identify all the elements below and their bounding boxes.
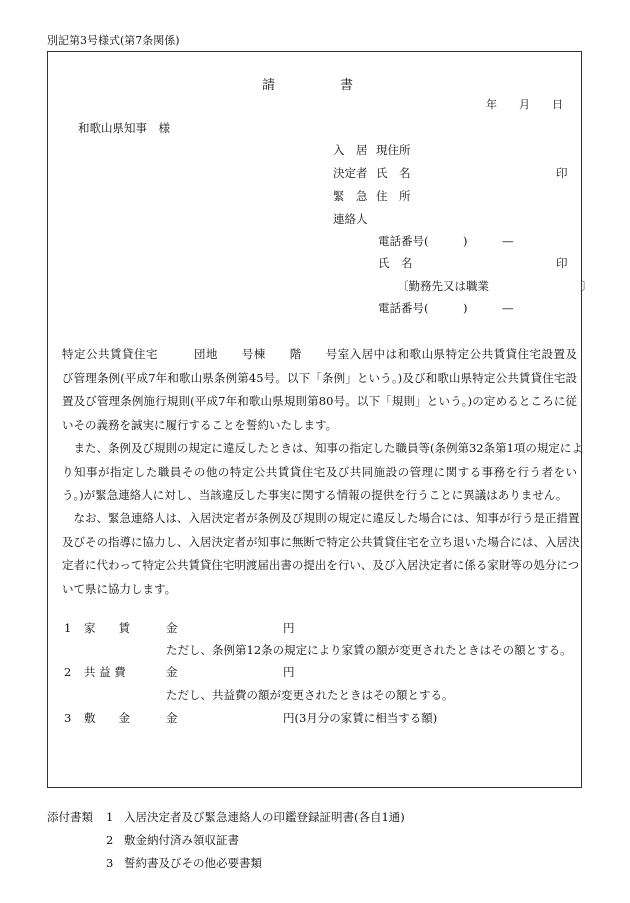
attachment-number: 2 — [106, 833, 114, 847]
emergency-label-2: 連絡人 — [333, 212, 368, 226]
attachments-label: 添付書類 — [47, 810, 93, 824]
item-label-rent: 家 賃 — [84, 621, 130, 635]
pledge-line: いて県に協力します。 — [62, 581, 177, 596]
pledge-line: び管理条例(平成7年和歌山県条例第45号。以下「条例」という。)及び和歌山県特定公共賃貸住宅設 — [62, 370, 577, 385]
pledge-paragraph-2 — [62, 437, 583, 508]
resident-label-2: 決定者 — [333, 166, 368, 180]
seal-mark-1: 印 — [556, 166, 568, 180]
current-address-label: 現住所 — [376, 143, 411, 157]
item-kin: 金 — [166, 621, 178, 635]
item-yen: 円(3月分の家賃に相当する額) — [283, 711, 438, 725]
address-label-2: 住 所 — [376, 189, 411, 203]
pledge-line: また、条例及び規則の規定に違反したときは、知事の指定した職員等(条例第32条第1項の規定によ — [62, 441, 583, 455]
item-number: 1 — [64, 621, 72, 635]
addressee: 和歌山県知事 様 — [78, 121, 170, 135]
attachment-number: 1 — [106, 810, 114, 824]
phone-line-2: 電話番号( ) — — [378, 301, 514, 315]
seal-mark-2: 印 — [556, 256, 568, 270]
item-yen: 円 — [283, 621, 295, 635]
workplace-line: 〔勤務先又は職業 〕 — [397, 279, 593, 293]
item-label-deposit: 敷 金 — [84, 711, 130, 725]
item-number: 3 — [64, 711, 72, 725]
pledge-line: り知事が指定した職員その他の特定公共賃貸住宅及び共同施設の管理に関する事務を行う者をい — [62, 464, 577, 479]
item-kin: 金 — [166, 711, 178, 725]
date-line: 年 月 日 — [486, 98, 563, 111]
document-title: 請 書 — [262, 78, 354, 93]
attachment-item: 入居決定者及び緊急連絡人の印鑑登録証明書(各自1通) — [124, 810, 405, 824]
pledge-line: 置及び管理条例施行規則(平成7年和歌山県規則第80号。以下「規則」という。)の定めるところに従 — [62, 394, 577, 408]
attachment-item: 誓約書及びその他必要書類 — [124, 856, 262, 870]
pledge-line: 及びその指導に協力し、入居決定者が知事に無断で特定公共賃貸住宅を立ち退いた場合には、入居決 — [62, 534, 580, 549]
item-yen: 円 — [283, 665, 295, 679]
resident-label-1: 入 居 — [333, 143, 368, 157]
pledge-line: 特定公共賃貸住宅 団地 号棟 階 号室入居中は和歌山県特定公共賃貸住宅設置及 — [62, 347, 577, 361]
item-kin: 金 — [166, 665, 178, 679]
form-header-label: 別記第3号様式(第7条関係) — [47, 34, 180, 47]
pledge-line: なお、緊急連絡人は、入居決定者が条例及び規則の規定に違反した場合には、知事が行う是正措置 — [62, 511, 580, 525]
attachment-item: 敷金納付済み領収証書 — [124, 833, 239, 847]
emergency-label-1: 緊 急 — [333, 189, 368, 203]
name-label-2: 氏 名 — [378, 256, 413, 270]
pledge-paragraph-3 — [62, 507, 580, 601]
attachment-number: 3 — [106, 856, 114, 870]
pledge-line: いその義務を誠実に履行することを誓約いたします。 — [62, 417, 338, 432]
pledge-line: う。)が緊急連絡人に対し、当該違反した事実に関する情報の提供を行うことに異議はありません。 — [62, 488, 568, 502]
item-label-common-fee: 共 益 費 — [84, 665, 126, 679]
pledge-line: 定者に代わって特定公共賃貸住宅明渡届出書の提出を行い、及び入居決定者に係る家財等の処分につ — [62, 558, 580, 572]
pledge-paragraph-1 — [62, 343, 577, 437]
item-note: ただし、条例第12条の規定により家賃の額が変更されたときはその額とする。 — [166, 643, 572, 657]
name-label-1: 氏 名 — [376, 166, 411, 180]
phone-line-1: 電話番号( ) — — [378, 234, 514, 248]
item-number: 2 — [64, 665, 72, 679]
item-note: ただし、共益費の額が変更されたときはその額とする。 — [166, 688, 454, 702]
